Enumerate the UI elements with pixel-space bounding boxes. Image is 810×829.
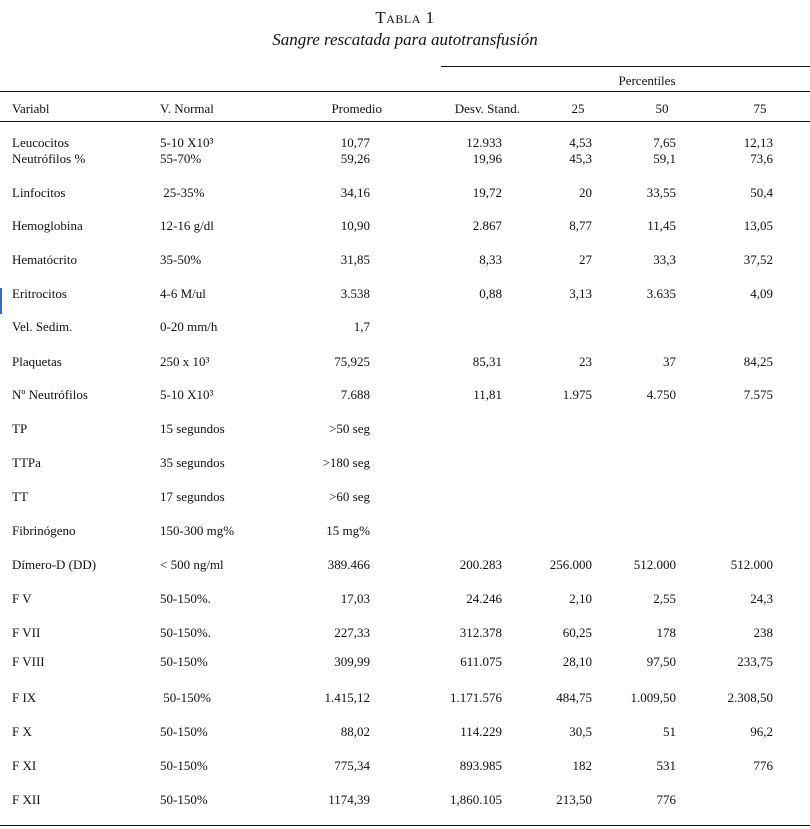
cell-variable: F VIII: [12, 654, 45, 669]
cell-variable: Neutrófilos %: [12, 151, 86, 166]
cell-normal-value: 5-10 X10³: [160, 387, 214, 402]
cell-variable: Dímero-D (DD): [12, 557, 97, 572]
cell-std-dev: 19,72: [472, 185, 502, 200]
cell-p25: 182: [572, 758, 592, 773]
cell-normal-value: 50-150%: [160, 690, 211, 705]
cell-p75: 84,25: [743, 354, 773, 369]
cell-p75: 13,05: [743, 218, 773, 233]
cell-p25: 3,13: [569, 286, 592, 301]
cell-variable: Linfocitos: [12, 185, 66, 200]
cell-p25: 4,53: [569, 135, 592, 150]
percentiles-group-header: Percentiles: [618, 73, 676, 88]
cell-p25: 45,3: [569, 151, 592, 166]
cell-normal-value: 0-20 mm/h: [160, 319, 218, 334]
cell-variable: TTPa: [12, 455, 41, 470]
cell-mean: 309,99: [334, 654, 370, 669]
cell-p25: 28,10: [562, 654, 592, 669]
cell-p50: 97,50: [646, 654, 676, 669]
cell-variable: TT: [12, 489, 28, 504]
cell-mean: 3.538: [340, 286, 370, 301]
cell-normal-value: 50-150%: [160, 724, 208, 739]
cell-p75: 4,09: [750, 286, 773, 301]
cell-variable: Fibrinógeno: [12, 523, 76, 538]
cell-p50: 51: [663, 724, 676, 739]
cell-p50: 1.009,50: [630, 690, 676, 705]
cell-variable: F IX: [12, 690, 37, 705]
cell-p50: 4.750: [646, 387, 676, 402]
cell-p75: 776: [753, 758, 773, 773]
cell-mean: >180 seg: [322, 455, 370, 470]
cell-normal-value: 5-10 X10³: [160, 135, 214, 150]
cell-p75: 238: [753, 625, 773, 640]
cell-p25: 20: [579, 185, 592, 200]
cell-std-dev: 1.171.576: [450, 690, 502, 705]
cell-std-dev: 85,31: [472, 354, 502, 369]
cell-std-dev: 312.378: [459, 625, 502, 640]
cell-p75: 12,13: [743, 135, 773, 150]
cell-p75: 73,6: [750, 151, 773, 166]
cell-p25: 484,75: [556, 690, 592, 705]
cell-variable: F X: [12, 724, 32, 739]
cell-p50: 2,55: [653, 591, 676, 606]
column-header-p25: 25: [571, 101, 585, 116]
cell-std-dev: 8,33: [479, 252, 502, 267]
cell-p75: 50,4: [750, 185, 773, 200]
cell-std-dev: 12.933: [466, 135, 502, 150]
cell-mean: >60 seg: [329, 489, 370, 504]
column-header-std-dev: Desv. Stand.: [454, 101, 520, 116]
cell-mean: 75,925: [334, 354, 370, 369]
cell-p50: 37: [663, 354, 676, 369]
table-bottom-rule: [0, 825, 810, 826]
cell-std-dev: 1,860.105: [450, 792, 502, 807]
cell-variable: F XI: [12, 758, 37, 773]
cell-normal-value: 4-6 M/ul: [160, 286, 206, 301]
cell-std-dev: 19,96: [472, 151, 502, 166]
cell-variable: Vel. Sedim.: [12, 319, 73, 334]
cell-p75: 96,2: [750, 724, 773, 739]
cell-normal-value: 50-150%: [160, 758, 208, 773]
cell-mean: 1.415,12: [324, 690, 370, 705]
cell-std-dev: 893.985: [459, 758, 502, 773]
cell-p75: 24,3: [750, 591, 773, 606]
cell-mean: 389.466: [327, 557, 370, 572]
cell-normal-value: 25-35%: [160, 185, 205, 200]
column-header-mean: Promedio: [331, 101, 382, 116]
cell-mean: >50 seg: [329, 421, 370, 436]
cell-normal-value: 50-150%: [160, 792, 208, 807]
cell-variable: F V: [12, 591, 32, 606]
cell-variable: Eritrocitos: [12, 286, 67, 301]
header-bottom-rule: [0, 121, 810, 122]
cell-variable: F XII: [12, 792, 41, 807]
cell-normal-value: 150-300 mg%: [160, 523, 235, 538]
cell-mean: 15 mg%: [326, 523, 370, 538]
cell-variable: Hemoglobina: [12, 218, 83, 233]
cell-normal-value: < 500 ng/ml: [160, 557, 224, 572]
cell-normal-value: 50-150%.: [160, 625, 211, 640]
cell-p25: 213,50: [556, 792, 592, 807]
cell-p50: 33,3: [653, 252, 676, 267]
cell-normal-value: 17 segundos: [160, 489, 225, 504]
cell-p50: 512.000: [633, 557, 676, 572]
cell-variable: F VII: [12, 625, 41, 640]
cell-p50: 59,1: [653, 151, 676, 166]
cell-std-dev: 24.246: [466, 591, 502, 606]
cell-p75: 7.575: [743, 387, 773, 402]
window-edge-marker: [0, 288, 2, 314]
cell-normal-value: 12-16 g/dl: [160, 218, 214, 233]
cell-variable: Plaquetas: [12, 354, 62, 369]
cell-p50: 531: [656, 758, 676, 773]
table-title: Sangre rescatada para autotransfusión: [272, 30, 538, 49]
cell-mean: 59,26: [340, 151, 370, 166]
percentiles-rule: [441, 66, 810, 67]
cell-mean: 1,7: [353, 319, 370, 334]
cell-std-dev: 611.075: [460, 654, 502, 669]
cell-normal-value: 15 segundos: [160, 421, 225, 436]
cell-p25: 1.975: [562, 387, 592, 402]
column-header-variable: Variabl: [12, 101, 50, 116]
cell-p75: 233,75: [737, 654, 773, 669]
cell-variable: Nº Neutrófilos: [12, 387, 88, 402]
cell-p50: 3.635: [646, 286, 676, 301]
cell-p25: 8,77: [569, 218, 592, 233]
cell-mean: 88,02: [340, 724, 370, 739]
table-label: Tabla 1: [375, 8, 435, 27]
cell-p50: 11,45: [647, 218, 676, 233]
cell-normal-value: 50-150%.: [160, 591, 211, 606]
cell-std-dev: 200.283: [459, 557, 502, 572]
cell-mean: 17,03: [340, 591, 370, 606]
cell-p25: 30,5: [569, 724, 592, 739]
cell-variable: Hematócrito: [12, 252, 77, 267]
cell-normal-value: 250 x 10³: [160, 354, 210, 369]
cell-p75: 2.308,50: [727, 690, 773, 705]
cell-std-dev: 114.229: [460, 724, 502, 739]
cell-mean: 775,34: [334, 758, 370, 773]
cell-normal-value: 35-50%: [160, 252, 202, 267]
cell-normal-value: 55-70%: [160, 151, 202, 166]
cell-mean: 34,16: [340, 185, 370, 200]
cell-std-dev: 0,88: [479, 286, 502, 301]
cell-mean: 10,77: [340, 135, 370, 150]
cell-p25: 27: [579, 252, 592, 267]
cell-p75: 512.000: [730, 557, 773, 572]
cell-p50: 7,65: [653, 135, 676, 150]
cell-mean: 10,90: [340, 218, 370, 233]
cell-p25: 2,10: [569, 591, 592, 606]
cell-normal-value: 50-150%: [160, 654, 208, 669]
cell-variable: TP: [12, 421, 28, 436]
cell-p50: 178: [656, 625, 676, 640]
cell-p75: 37,52: [743, 252, 773, 267]
cell-p50: 33,55: [646, 185, 676, 200]
cell-mean: 227,33: [334, 625, 370, 640]
cell-normal-value: 35 segundos: [160, 455, 225, 470]
column-header-p75: 75: [753, 101, 767, 116]
cell-p25: 256.000: [549, 557, 592, 572]
cell-p25: 23: [579, 354, 592, 369]
cell-p25: 60,25: [562, 625, 592, 640]
header-top-rule: [0, 91, 810, 92]
cell-std-dev: 11,81: [473, 387, 502, 402]
cell-mean: 31,85: [340, 252, 370, 267]
cell-mean: 1174,39: [328, 792, 370, 807]
cell-mean: 7.688: [340, 387, 370, 402]
cell-variable: Leucocitos: [12, 135, 70, 150]
cell-p50: 776: [656, 792, 676, 807]
cell-std-dev: 2.867: [472, 218, 502, 233]
column-header-normal-value: V. Normal: [160, 101, 214, 116]
column-header-p50: 50: [655, 101, 669, 116]
